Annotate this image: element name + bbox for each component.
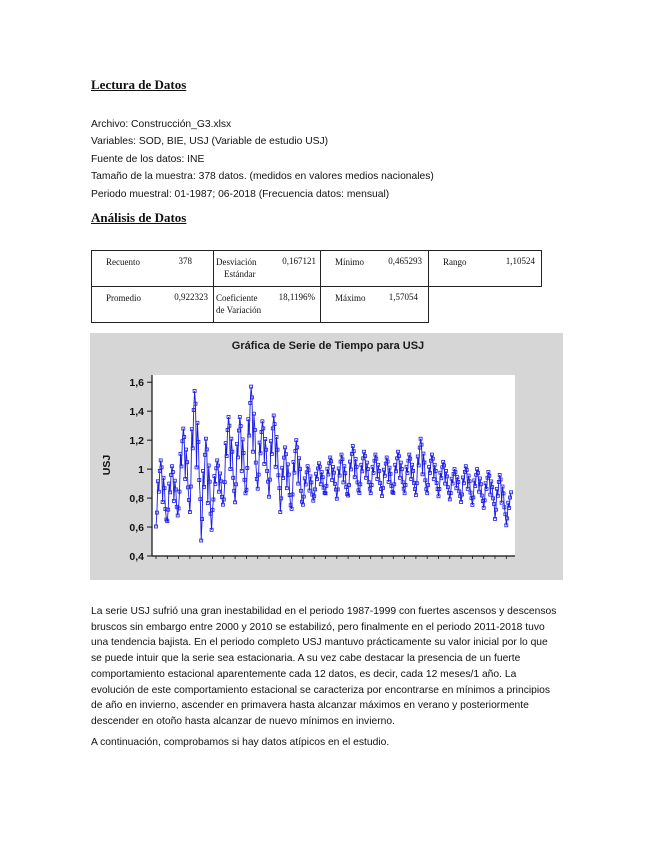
- heading-analisis-datos: Análisis de Datos: [91, 210, 187, 225]
- value-maximo: 1,57054: [388, 292, 418, 302]
- y-tick-label: 1,2: [129, 435, 144, 448]
- value-promedio: 0,922323: [174, 292, 208, 302]
- x-axis: [152, 556, 515, 559]
- chart-svg: [90, 333, 563, 580]
- value-desviacion: 0,167121: [282, 256, 316, 266]
- dataset-metadata: [91, 116, 434, 203]
- label-maximo: Máximo: [335, 293, 366, 303]
- heading-lectura-datos: Lectura de Datos: [91, 77, 187, 92]
- meta-tamano: Tamaño de la muestra: 378 datos. (medidos en valores medios nacionales): [91, 171, 434, 183]
- label-recuento: Recuento: [106, 257, 140, 267]
- time-series-chart: [90, 333, 563, 580]
- y-tick-label: 0,6: [129, 522, 144, 535]
- stats-row-2: [92, 287, 542, 323]
- label-rango: Rango: [443, 257, 467, 267]
- label-promedio: Promedio: [106, 293, 141, 303]
- analysis-paragraph: La serie USJ sufrió una gran inestabilidad en el periodo 1987-1999 con fuertes ascensos y descensos bruscos sin embargo entre 2000 y 2010 se estabilizó, pero finalmente en el periodo 2011-2018 tuvo una tendencia bajista. En el periodo completo USJ mantuvo prácticamente su valor inicial por lo que se puede intuir que la serie sea estacionaria. A su vez cabe destacar la presencia de un fuerte comportamiento estacional aparentemente cada 12 datos, es decir, cada 12 meses/1 año. La evolución de este comportamiento estacional se caracteriza por encontrarse en mínimos a principios de año en invierno, ascender en primavera hasta alcanzar máximos en verano y posteriormente descender en otoño hasta alcanzar de nuevo mínimos en invierno.: [91, 606, 557, 727]
- outliers-paragraph: A continuación, comprobamos si hay datos atípicos en el estudio.: [91, 737, 390, 748]
- meta-archivo: Archivo: Construcción_G3.xlsx: [91, 119, 232, 130]
- y-tick-label: 1: [138, 464, 144, 477]
- summary-statistics-table: [91, 250, 542, 323]
- label-coeficiente: Coeficiente de Variación: [216, 293, 262, 315]
- y-axis-label: USJ: [101, 454, 113, 476]
- stats-row-1: [92, 251, 542, 287]
- meta-variables: Variables: SOD, BIE, USJ (Variable de estudio USJ): [91, 136, 329, 148]
- value-coeficiente: 18,1196%: [278, 292, 315, 302]
- y-axis: [129, 375, 152, 563]
- value-rango: 1,10524: [505, 256, 535, 266]
- chart-title: Gráfica de Serie de Tiempo para USJ: [231, 340, 425, 352]
- value-recuento: 378: [178, 256, 192, 266]
- meta-fuente: Fuente de los datos: INE: [91, 153, 205, 165]
- y-tick-label: 0,8: [129, 493, 144, 506]
- y-tick-label: 1,4: [129, 406, 144, 419]
- y-tick-label: 1,6: [129, 377, 144, 390]
- value-minimo: 0,465293: [388, 256, 422, 266]
- meta-periodo: Periodo muestral: 01-1987; 06-2018 (Frecuencia datos: mensual): [91, 188, 390, 200]
- y-tick-label: 0,4: [129, 551, 144, 563]
- label-minimo: Mínimo: [335, 257, 365, 267]
- label-desviacion: Desviación Estándar: [216, 257, 257, 279]
